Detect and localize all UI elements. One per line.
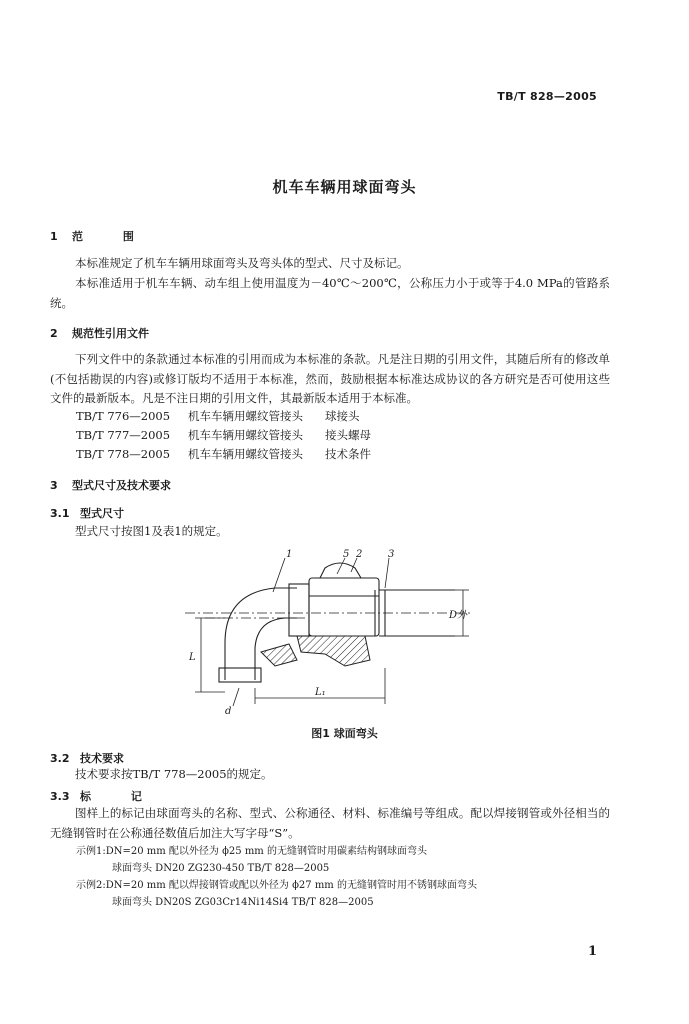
section-2-paragraph: 下列文件中的条款通过本标准的引用而成为本标准的条款。凡是注日期的引用文件，其随后所有的修改单(不包括勘误的内容)或修订版均不适用于本标准，然而，鼓励根据本标准达成协议的各方研究是否可使用这些文件的最新版本。凡是不注日期的引用文件，其最新版本适用于本标准。 (50, 352, 610, 405)
elbow-horizontal-body (289, 584, 309, 636)
callout-3: 3 (388, 549, 395, 560)
dim-label-l: L (189, 652, 196, 663)
dim-label-l1: L₁ (315, 687, 326, 698)
section-number: 3.3 (50, 790, 70, 803)
section-1-heading (50, 228, 152, 244)
section-title: 规范性引用文件 (72, 327, 149, 340)
example-2-description: 示例2:DN=20 mm 配以焊接钢管或配以外径为 ϕ27 mm 的无缝钢管时用不锈钢球面弯头 (76, 880, 477, 891)
callout-5: 5 (343, 549, 350, 560)
callout-1: 1 (286, 549, 293, 560)
section-title: 型式尺寸及技术要求 (72, 479, 171, 492)
section-title: 标 记 (80, 790, 160, 803)
elbow-outer-contour (225, 588, 297, 680)
leader-1 (273, 558, 285, 592)
section-3-1-paragraph: 型式尺寸按图1及表1的规定。 (75, 524, 228, 538)
example-1-marking: 球面弯头 DN20 ZG230-450 TB/T 828—2005 (112, 863, 330, 874)
section-1-paragraph-2: 本标准适用于机车车辆、动车组上使用温度为－40℃～200℃，公称压力小于或等于4.0 MPa的管路系统。 (50, 276, 610, 310)
figure-caption: 图1 球面弯头 (311, 727, 378, 740)
reference-item (76, 426, 371, 445)
reference-code: TB/T 776—2005 (76, 409, 171, 423)
section-3-heading (50, 477, 171, 493)
example-2-marking: 球面弯头 DN20S ZG03Cr14Ni14Si4 TB/T 828—2005 (112, 897, 374, 908)
section-3-2-paragraph: 技术要求按TB/T 778—2005的规定。 (75, 767, 273, 781)
section-title: 技术要求 (80, 752, 124, 765)
section-3-1-heading (50, 505, 124, 521)
section-3-3-heading (50, 788, 160, 804)
union-nut (309, 578, 379, 636)
section-title: 范 围 (72, 230, 152, 243)
section-number: 2 (50, 327, 58, 340)
reference-name: 机车车辆用螺纹管接头 (188, 428, 303, 442)
reference-part: 接头螺母 (325, 428, 371, 442)
nut-hex-top (320, 563, 361, 578)
section-number: 3.1 (50, 507, 70, 520)
document-title: 机车车辆用球面弯头 (272, 178, 417, 196)
reference-part: 球接头 (325, 409, 360, 423)
reference-code: TB/T 777—2005 (76, 428, 171, 442)
page-number: 1 (587, 944, 597, 959)
reference-part: 技术条件 (325, 447, 371, 461)
section-2-heading (50, 325, 149, 341)
leader-d (233, 688, 239, 706)
dim-label-dw: D外 (449, 610, 468, 621)
reference-item (76, 407, 360, 426)
section-number: 1 (50, 230, 58, 243)
callout-2: 2 (356, 549, 363, 560)
reference-item (76, 445, 371, 464)
section-3-3-paragraph: 图样上的标记由球面弯头的名称、型式、公称通径、材料、标准编号等组成。配以焊接钢管或外径相当的无缝钢管时在公称通径数值后加注大写字母“S”。 (50, 806, 610, 840)
section-title: 型式尺寸 (80, 507, 124, 520)
leader-5 (337, 558, 345, 574)
section-1-paragraph-1: 本标准规定了机车车辆用球面弯头及弯头体的型式、尺寸及标记。 (75, 256, 409, 270)
leader-3 (385, 558, 389, 588)
standard-code: TB/T 828—2005 (497, 90, 597, 103)
example-1-description: 示例1:DN=20 mm 配以外径为 ϕ25 mm 的无缝钢管时用碳素结构钢球面弯头 (76, 846, 427, 857)
reference-code: TB/T 778—2005 (76, 447, 171, 461)
dim-label-d: d (225, 706, 232, 717)
section-hatching (297, 636, 370, 666)
section-number: 3 (50, 479, 58, 492)
section-number: 3.2 (50, 752, 70, 765)
reference-name: 机车车辆用螺纹管接头 (188, 409, 303, 423)
reference-name: 机车车辆用螺纹管接头 (188, 447, 303, 461)
section-3-2-heading (50, 750, 124, 766)
elbow-drawing (185, 548, 475, 718)
